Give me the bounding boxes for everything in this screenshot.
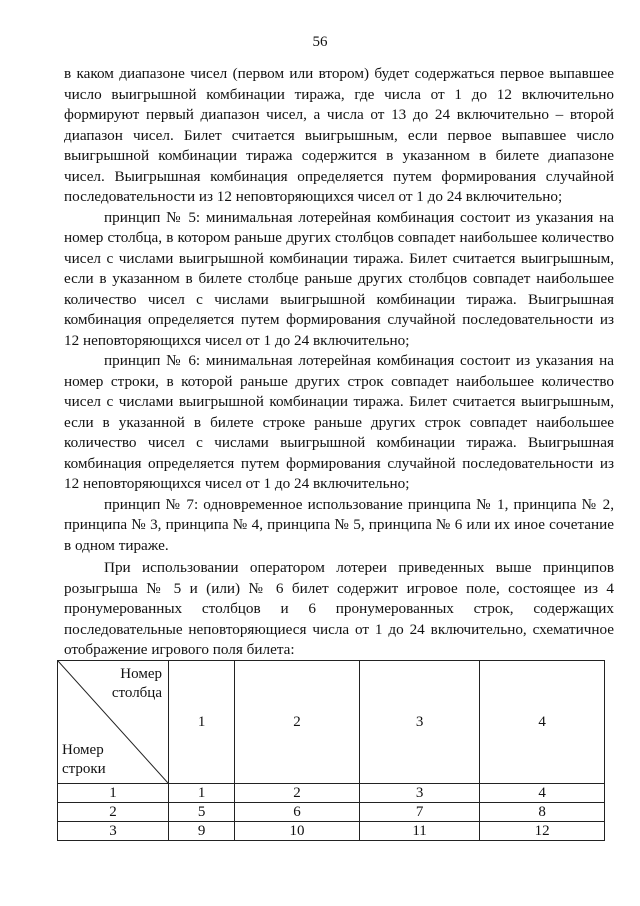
- column-header: 1: [169, 661, 235, 784]
- table-cell: 12: [480, 822, 605, 841]
- table-cell: 9: [169, 822, 235, 841]
- paragraph: При использовании оператором лотереи приведенных выше принципов розыгрыша № 5 и (или) № 6 билет содержит игровое поле, состоящее из 4 пронумерованных столбцов и 6 пронумерованных строк, содержащих последовательные неповторяющиеся числа от 1 до 24 включительно, схематичное отображение игрового поля билета:: [64, 559, 614, 658]
- column-header: 3: [359, 661, 479, 784]
- table-cell: 6: [235, 803, 360, 822]
- column-header: 2: [235, 661, 360, 784]
- table-row: [58, 822, 605, 841]
- game-field-table: [57, 660, 605, 841]
- table-cell: 2: [235, 784, 360, 803]
- table-cell: 5: [169, 803, 235, 822]
- column-number-label: Номер столбца: [111, 666, 162, 701]
- column-header: 4: [480, 661, 605, 784]
- table-row: [58, 803, 605, 822]
- table-row: [58, 784, 605, 803]
- table-cell: 4: [480, 784, 605, 803]
- row-number-label: Номер строки: [62, 742, 106, 777]
- paragraph: принцип № 5: минимальная лотерейная комбинация состоит из указания на номер столбца, в котором раньше других столбцов совпадет наибольшее количество чисел с числами выигрышной комбинации тиража. Билет считается выигрышным, если в указанном в билете столбце раньше других столбцов совпадет наибольшее количество чисел с числами выигрышной комбинации тиража. Выигрышная комбинация определяется путем формирования случайной последовательности из 12 неповторяющихся чисел от 1 до 24 включительно;: [64, 208, 614, 349]
- paragraph: в каком диапазоне чисел (первом или втором) будет содержаться первое выпавшее число выигрышной комбинации тиража, где числа от 1 до 12 включительно формируют первый диапазон чисел, а числа от 13 до 24 включительно – второй диапазон чисел. Билет считается выигрышным, если первое выпавшее число выигрышной комбинации тиража содержится в указанном в билете диапазоне чисел. Выигрышная комбинация определяется путем формирования случайной последовательности из 12 неповторяющихся чисел от 1 до 24 включительно;: [64, 65, 614, 205]
- row-label: 1: [58, 784, 169, 803]
- table-cell: 3: [359, 784, 479, 803]
- table-cell: 1: [169, 784, 235, 803]
- row-label: 2: [58, 803, 169, 822]
- table-header-row: [58, 661, 605, 784]
- paragraph: принцип № 7: одновременное использование принципа № 1, принципа № 2, принципа № 3, принципа № 4, принципа № 5, принципа № 6 или их иное сочетание в одном тираже.: [64, 495, 614, 554]
- corner-cell: [58, 661, 169, 784]
- table-cell: 8: [480, 803, 605, 822]
- table-cell: 11: [359, 822, 479, 841]
- table-cell: 7: [359, 803, 479, 822]
- paragraph: принцип № 6: минимальная лотерейная комбинация состоит из указания на номер строки, в которой раньше других строк совпадет наибольшее количество чисел с числами выигрышной комбинации тиража. Билет считается выигрышным, если в указанной в билете строке раньше других строк совпадет наибольшее количество чисел с числами выигрышной комбинации тиража. Выигрышная комбинация определяется путем формирования случайной последовательности из 12 неповторяющихся чисел от 1 до 24 включительно;: [64, 352, 614, 492]
- row-label: 3: [58, 822, 169, 841]
- page-number: 56: [312, 34, 328, 50]
- document-body: [64, 64, 614, 661]
- table-cell: 10: [235, 822, 360, 841]
